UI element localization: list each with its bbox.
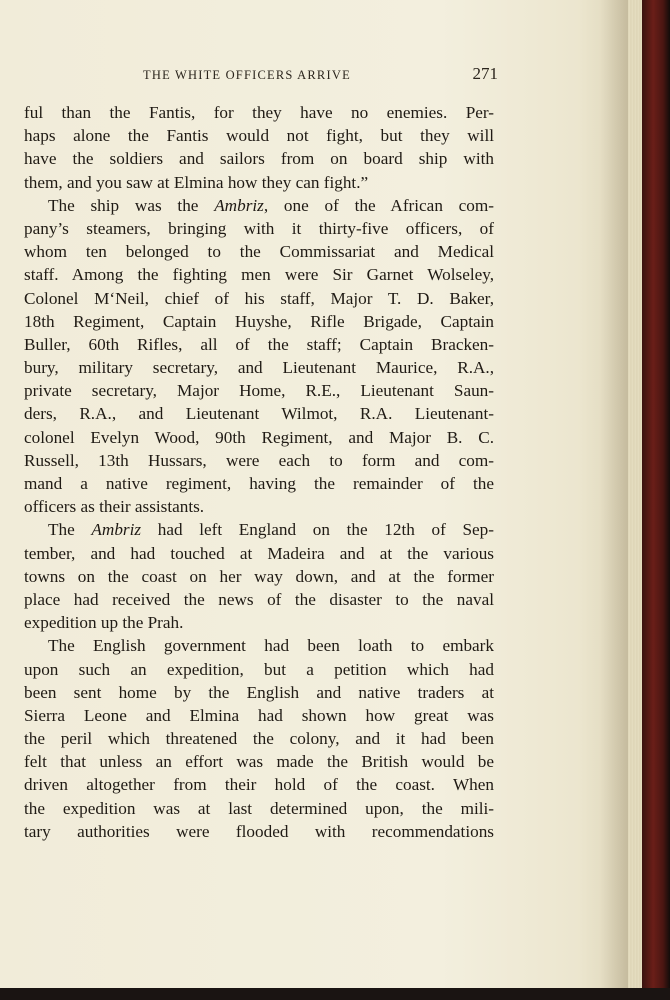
text-line: [24, 379, 494, 402]
page-number: 271: [472, 64, 498, 83]
text-segment: The: [48, 520, 92, 540]
text-segment: officers as their assistants.: [24, 497, 205, 517]
text-segment: towns on the coast on her way down, and at the former: [24, 566, 494, 586]
text-segment: The ship was the: [48, 195, 215, 215]
text-segment: had left England on the 12th of Sep-: [141, 520, 494, 540]
text-line: [24, 588, 494, 611]
running-head: THE WHITE OFFICERS ARRIVE: [143, 68, 351, 82]
text-segment: Colonel M‘Neil, chief of his staff, Major T. D. Baker,: [24, 288, 494, 308]
text-segment: expedition up the Prah.: [24, 613, 184, 633]
text-line: [24, 310, 494, 333]
text-segment: mand a native regiment, having the remainder of the: [24, 474, 494, 493]
text-segment: pany’s steamers, bringing with it thirty-five officers, of: [24, 218, 494, 238]
body-text: [24, 101, 494, 843]
book-binding: [642, 0, 670, 1000]
text-line: [24, 750, 494, 773]
text-line: [24, 333, 494, 356]
text-line: [24, 402, 494, 425]
text-line: [24, 773, 494, 796]
text-line: [24, 565, 494, 588]
text-segment: 18th Regiment, Captain Huyshe, Rifle Brigade, Captain: [24, 311, 494, 331]
text-segment: been sent home by the English and native traders at: [24, 682, 494, 702]
text-segment: upon such an expedition, but a petition which had: [24, 659, 494, 679]
text-line: [24, 634, 494, 657]
text-segment: felt that unless an effort was made the British would be: [24, 752, 494, 772]
text-line: [24, 611, 494, 634]
text-line: [24, 658, 494, 681]
text-segment: ders, R.A., and Lieutenant Wilmot, R.A. Lieutenant-: [24, 404, 494, 424]
text-segment: have the soldiers and sailors from on board ship with: [24, 149, 494, 169]
text-line: [24, 194, 494, 217]
text-segment: bury, military secretary, and Lieutenant Maurice, R.A.,: [24, 358, 494, 378]
text-line: [24, 287, 494, 310]
text-line: [24, 704, 494, 727]
text-segment: Russell, 13th Hussars, were each to form and com-: [24, 450, 494, 470]
text-segment: whom ten belonged to the Commissariat and Medical: [24, 242, 494, 262]
text-segment: driven altogether from their hold of the coast. When: [24, 775, 494, 795]
text-line: [24, 263, 494, 286]
text-segment: the expedition was at last determined upon, the mili-: [24, 798, 494, 818]
text-line: [24, 449, 494, 472]
text-segment: the peril which threatened the colony, and it had been: [24, 729, 494, 749]
text-line: [24, 495, 494, 518]
text-segment: Sierra Leone and Elmina had shown how great was: [24, 705, 494, 725]
text-line: [24, 542, 494, 565]
text-segment: The English government had been loath to embark: [48, 636, 494, 656]
text-line: [24, 240, 494, 263]
ship-name-italic: Ambriz: [91, 520, 142, 540]
text-line: [24, 797, 494, 820]
text-line: [24, 426, 494, 449]
page-gutter-shadow: [600, 0, 628, 1000]
page-edges: [628, 0, 642, 1000]
text-line: [24, 727, 494, 750]
text-segment: Buller, 60th Rifles, all of the staff; Captain Bracken-: [24, 334, 494, 354]
text-segment: , one of the African com-: [263, 195, 494, 215]
text-line: [24, 124, 494, 147]
ship-name-italic: Ambriz: [214, 195, 264, 215]
text-line: [24, 171, 494, 194]
text-segment: place had received the news of the disaster to the naval: [24, 589, 494, 609]
text-line: [24, 472, 494, 495]
text-line: [24, 820, 494, 843]
text-segment: staff. Among the fighting men were Sir Garnet Wolseley,: [24, 265, 494, 285]
text-segment: them, and you saw at Elmina how they can fight.”: [24, 172, 369, 192]
text-segment: colonel Evelyn Wood, 90th Regiment, and Major B. C.: [24, 427, 494, 447]
text-line: [24, 217, 494, 240]
text-line: [24, 681, 494, 704]
text-segment: private secretary, Major Home, R.E., Lieutenant Saun-: [24, 381, 494, 401]
text-segment: tember, and had touched at Madeira and at the various: [24, 543, 494, 563]
text-line: [24, 101, 494, 124]
scan-border: [0, 988, 670, 1000]
page-header: [143, 64, 498, 88]
text-line: [24, 518, 494, 541]
text-segment: ful than the Fantis, for they have no enemies. Per-: [24, 103, 494, 122]
text-segment: tary authorities were flooded with recommendations: [24, 821, 494, 841]
text-line: [24, 356, 494, 379]
text-segment: haps alone the Fantis would not fight, but they will: [24, 126, 494, 146]
text-line: [24, 147, 494, 170]
